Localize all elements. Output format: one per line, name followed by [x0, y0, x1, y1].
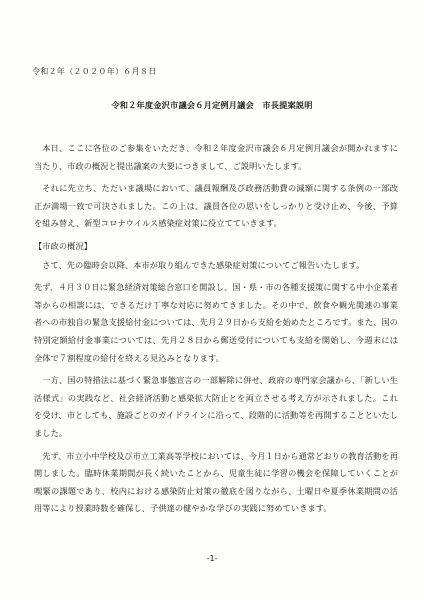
- page-number: -1-: [206, 554, 218, 563]
- paragraph-intro: 本日、ここに各位のご参集をいただき、令和２年度金沢市議会６月定例月議会が開かれますに当たり、市政の概況と提出議案の大要につきまして、ご説明いたします。: [34, 143, 398, 171]
- paragraph-economic-measures: 先ず、４月３０日に緊急経済対策総合窓口を開設し、国・県・市の各種支援策に関する中小企業者等からの相談には、できるだけ丁寧な対応に努めてきました。その中で、飲食や観光関連の事業者への市独自の緊急支援給付金については、先月２９日から支給を始めたところです。また、国の特別定額給付金事業については、先月２８日から郵送受付についても支給を開始し、今週末には全体で７割程度の給付を終える見込みとなります。: [34, 282, 398, 363]
- paragraph-schools: 先ず、市立小中学校及び市立工業高等学校においては、今月１日から通常どおりの教育活動を再開しました。臨時休業期間が長く続いたことから、児童生徒に学習の機会を保障していくことが喫緊の課題であり、校内における感染防止対策の徹底を図りながら、土曜日や夏季休業期間の活用等により授業時数を確保し、子供達の健やかな学びの実践に努めていきます。: [34, 450, 398, 514]
- paragraph-report: さて、先の臨時会以降、本市が取り組んできた感染症対策についてご報告いたします。: [42, 259, 365, 270]
- paragraph-ordinance: それに先立ち、ただいま議場において、議員報酬及び政務活動費の減額に関する条例の一部改正が満場一致で可決されました。この上は、議員各位の思いをしっかりと受け止め、今後、予算を組み替え、新型コロナウイルス感染症対策に役立てていきます。: [34, 183, 398, 229]
- document-title: 令和２年度金沢市議会６月定例月議会 市長提案説明: [111, 100, 313, 110]
- document-date: 令和２年（２０２０年）６月８日: [32, 67, 157, 76]
- paragraph-emergency-declaration: 一方、国の特措法に基づく緊急事態宣言の一部解除に併せ、政府の専門家会議から、「新しい生活様式」の実践など、社会経済活動と感染拡大防止とを両立させる考え方が示されました。これを受け、市としても、施設ごとのガイドラインに沿って、段階的に活動等を再開することといたしました。: [34, 375, 398, 438]
- section-heading: 【市政の概況】: [34, 240, 93, 251]
- document-body: [34, 140, 398, 523]
